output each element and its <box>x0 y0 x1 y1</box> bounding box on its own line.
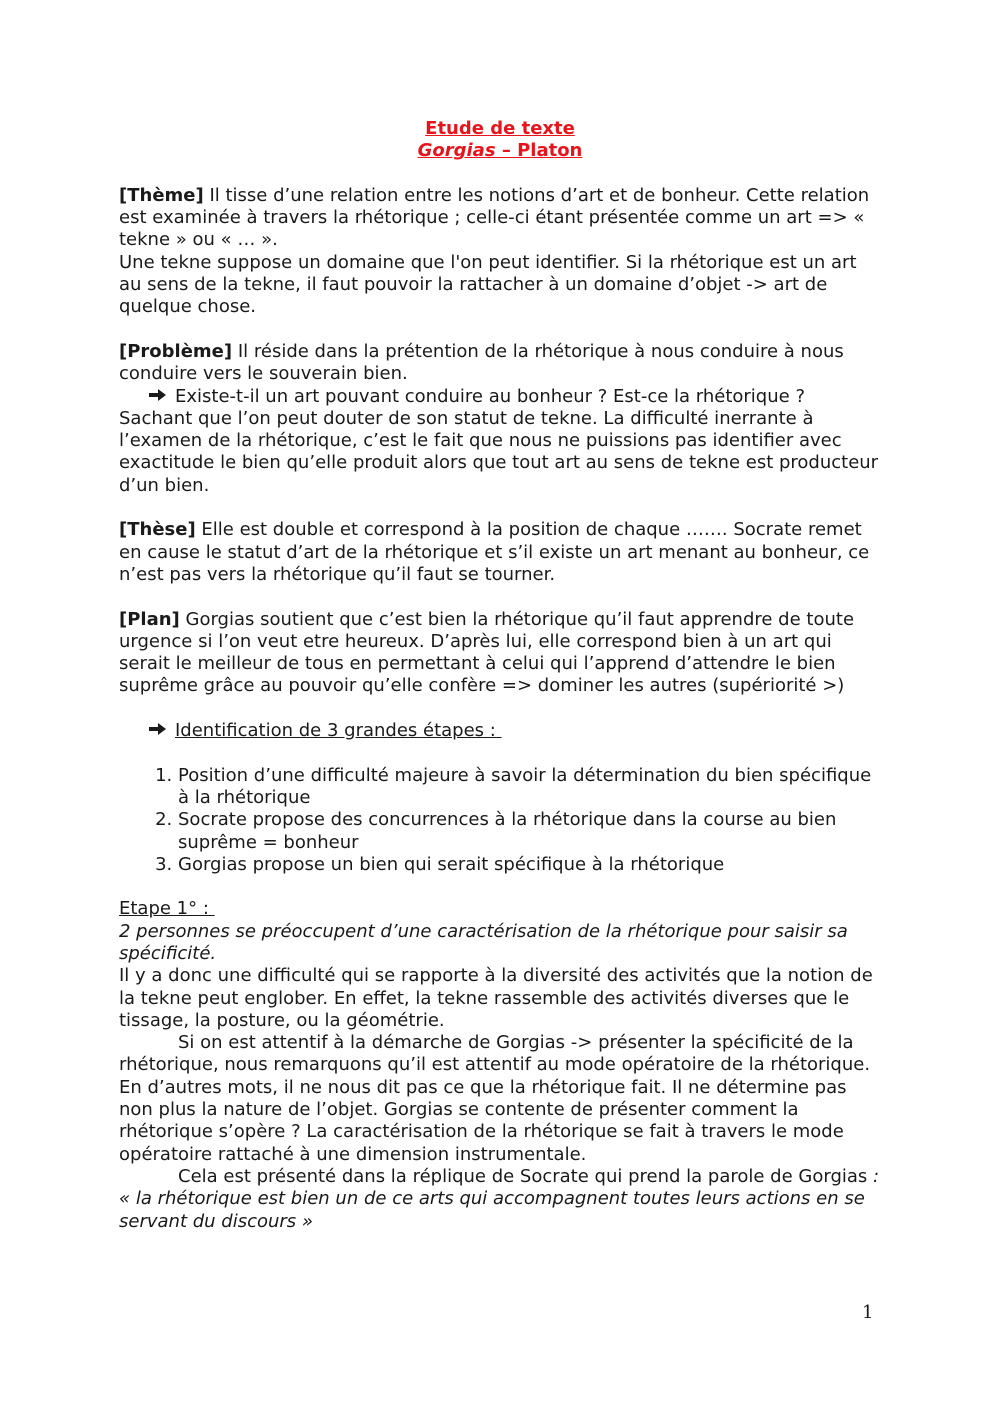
probleme-arrow-paragraph: Existe-t-il un art pouvant conduire au bonheur ? Est-ce la rhétorique ? Sachant que l’on peut douter de son statut de tekne. La difficulté inerrante à l’examen de la rhétorique, c’est le fait que nous ne puissions pas identifier avec exactitude le bien qu’elle produit alors que tout art au sens de tekne est producteur d’un bien. <box>119 385 879 496</box>
these-paragraph: [Thèse] Elle est double et correspond à la position de chaque ……. Socrate remet en cause le statut d’art de la rhétorique et s’il existe un art menant au bonheur, ce n’est pas vers la rhétorique qu’il faut se tourner. <box>119 519 870 585</box>
etape1-paragraph-3: En d’autres mots, il ne nous dit pas ce que la rhétorique fait. Il ne détermine pas non plus la nature de l’objet. Gorgias se contente de présenter comment la rhétorique s’opère ? La caractérisation de la rhétorique se fait à travers le mode opératoire rattaché à une dimension instrumentale. <box>119 1076 847 1165</box>
theme-label: [Thème] <box>119 184 204 206</box>
title-work: Gorgias <box>417 140 496 162</box>
socrate-quote: : « la rhétorique est bien un de ce arts qui accompagnent toutes leurs actions en se servant du discours » <box>119 1165 880 1232</box>
these-label: [Thèse] <box>119 519 196 541</box>
plan-label: [Plan] <box>119 608 180 630</box>
etape1-paragraph-1: Il y a donc une difficulté qui se rapporte à la diversité des activités que la notion de la tekne peut englober. En effet, la tekne rassemble des activités diverses que le tissage, la posture, ou la géométrie. <box>119 965 873 1031</box>
etape1-paragraph-2: Si on est attentif à la démarche de Gorgias -> présenter la spécificité de la rhétorique, nous remarquons qu’il est attentif au mode opératoire de la rhétorique. <box>119 1032 871 1076</box>
arrow-right-icon <box>149 386 175 408</box>
probleme-label: [Problème] <box>119 340 233 362</box>
steps-list <box>119 765 881 876</box>
title-author: – Platon <box>495 140 583 162</box>
doc-subtitle <box>119 140 881 162</box>
arrow-right-icon <box>149 720 175 742</box>
theme-paragraph-2: Une tekne suppose un domaine que l'on peut identifier. Si la rhétorique est un art au sens de la tekne, il faut pouvoir la rattacher à un domaine d’objet -> art de quelque chose. <box>119 251 857 318</box>
list-item: 1. Position d’une difficulté majeure à savoir la détermination du bien spécifique à la rhétorique <box>178 765 881 810</box>
plan-paragraph: [Plan] Gorgias soutient que c’est bien la rhétorique qu’il faut apprendre de toute urgence si l’on veut etre heureux. D’après lui, elle correspond bien à un art qui serait le meilleur de tous en permettant à celui qui l’apprend d’attendre le bien suprême grâce au pouvoir qu’elle confère => dominer les autres (supériorité >) <box>119 608 855 697</box>
list-item: 2. Socrate propose des concurrences à la rhétorique dans la course au bien suprême = bonheur <box>178 809 881 854</box>
list-item: 3. Gorgias propose un bien qui serait spécifique à la rhétorique <box>178 854 881 876</box>
etape1-intro: 2 personnes se préoccupent d’une caractérisation de la rhétorique pour saisir sa spécificité. <box>119 920 848 964</box>
document-body <box>119 118 881 1233</box>
plan-arrow-item: Identification de 3 grandes étapes : <box>119 720 881 742</box>
etape1-heading: Etape 1° : <box>119 898 215 920</box>
etape1-paragraph-4: Cela est présenté dans la réplique de Socrate qui prend la parole de Gorgias : « la rhétorique est bien un de ce arts qui accompagnent toutes leurs actions en se servant du discours » <box>119 1165 880 1232</box>
doc-title: Etude de texte <box>425 118 575 139</box>
theme-paragraph: [Thème] Il tisse d’une relation entre les notions d’art et de bonheur. Cette relation est examinée à travers la rhétorique ; celle-ci étant présentée comme un art => « tekne » ou « … ». <box>119 184 870 251</box>
probleme-paragraph: [Problème] Il réside dans la prétention de la rhétorique à nous conduire à nous conduire vers le souverain bien. <box>119 340 844 385</box>
page-number: 1 <box>862 1302 874 1323</box>
